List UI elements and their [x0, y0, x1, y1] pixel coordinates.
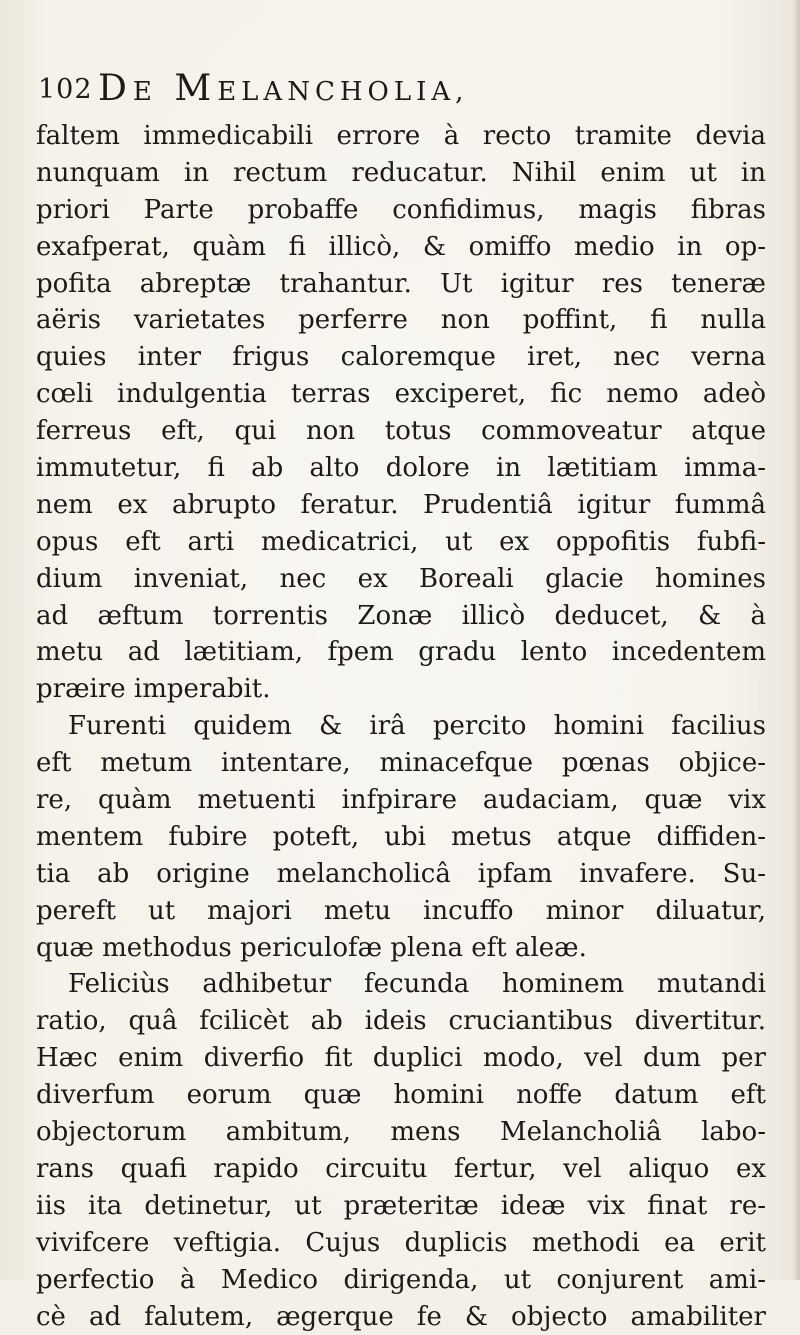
text-line: metu ad lætitiam, fpem gradu lento incedentem — [36, 634, 766, 671]
paragraph-start-line: Feliciùs adhibetur fecunda hominem mutandi — [36, 966, 766, 1003]
body-text — [36, 118, 766, 1335]
text-line: mentem fubire poteft, ubi metus atque diffiden- — [36, 819, 766, 856]
text-line: diverfum eorum quæ homini noffe datum eft — [36, 1077, 766, 1114]
text-line: ad æftum torrentis Zonæ illicò deducet, & à — [36, 598, 766, 635]
text-line: Hæc enim diverfio fit duplici modo, vel dum per — [36, 1040, 766, 1077]
text-line: objectorum ambitum, mens Melancholiâ labo- — [36, 1114, 766, 1151]
page-header — [38, 68, 768, 112]
paragraph-end-line: quæ methodus periculofæ plena eft aleæ. — [36, 930, 766, 967]
text-line: quies inter frigus caloremque iret, nec verna — [36, 339, 766, 376]
text-line: aëris varietates perferre non poffint, fi nulla — [36, 302, 766, 339]
text-line: eft metum intentare, minacefque pœnas objice- — [36, 745, 766, 782]
text-line: perfectio à Medico dirigenda, ut conjurent ami- — [36, 1262, 766, 1299]
text-line: cè ad falutem, ægerque fe & objecto amabiliter — [36, 1299, 766, 1335]
text-line: cœli indulgentia terras exciperet, fic nemo adeò — [36, 376, 766, 413]
running-title — [98, 68, 468, 109]
text-line: tia ab origine melancholicâ ipfam invafere. Su- — [36, 856, 766, 893]
text-line: ferreus eft, qui non totus commoveatur atque — [36, 413, 766, 450]
text-line: nem ex abrupto feratur. Prudentiâ igitur fummâ — [36, 487, 766, 524]
running-title-melancholia-rest: ELANCHOLIA, — [217, 77, 468, 107]
running-title-de-initial: D — [98, 68, 133, 109]
paragraph-end-line: præire imperabit. — [36, 671, 766, 708]
text-line: pofita abreptæ trahantur. Ut igitur res teneræ — [36, 266, 766, 303]
running-title-melancholia-initial: M — [174, 68, 217, 109]
paragraph-start-line: Furenti quidem & irâ percito homini facilius — [36, 708, 766, 745]
page-number: 102 — [38, 74, 93, 105]
page-edge-shadow — [792, 0, 800, 1280]
text-line: pereft ut majori metu incuffo minor diluatur, — [36, 893, 766, 930]
text-line: rans quafi rapido circuitu fertur, vel aliquo ex — [36, 1151, 766, 1188]
text-line: iis ita detinetur, ut præteritæ ideæ vix finat re- — [36, 1188, 766, 1225]
text-line: re, quàm metuenti infpirare audaciam, quæ vix — [36, 782, 766, 819]
running-title-de-rest: E — [133, 77, 157, 107]
text-line: exafperat, quàm fi illicò, & omiffo medio in op- — [36, 229, 766, 266]
text-line: nunquam in rectum reducatur. Nihil enim ut in — [36, 155, 766, 192]
text-line: dium inveniat, nec ex Boreali glacie homines — [36, 561, 766, 598]
text-line: priori Parte probaffe confidimus, magis fibras — [36, 192, 766, 229]
text-line: vivifcere veftigia. Cujus duplicis methodi ea erit — [36, 1225, 766, 1262]
text-line: opus eft arti medicatrici, ut ex oppofitis fubfi- — [36, 524, 766, 561]
text-line: ratio, quâ fcilicèt ab ideis cruciantibus divertitur. — [36, 1003, 766, 1040]
text-line: immutetur, fi ab alto dolore in lætitiam imma- — [36, 450, 766, 487]
text-line: faltem immedicabili errore à recto tramite devia — [36, 118, 766, 155]
